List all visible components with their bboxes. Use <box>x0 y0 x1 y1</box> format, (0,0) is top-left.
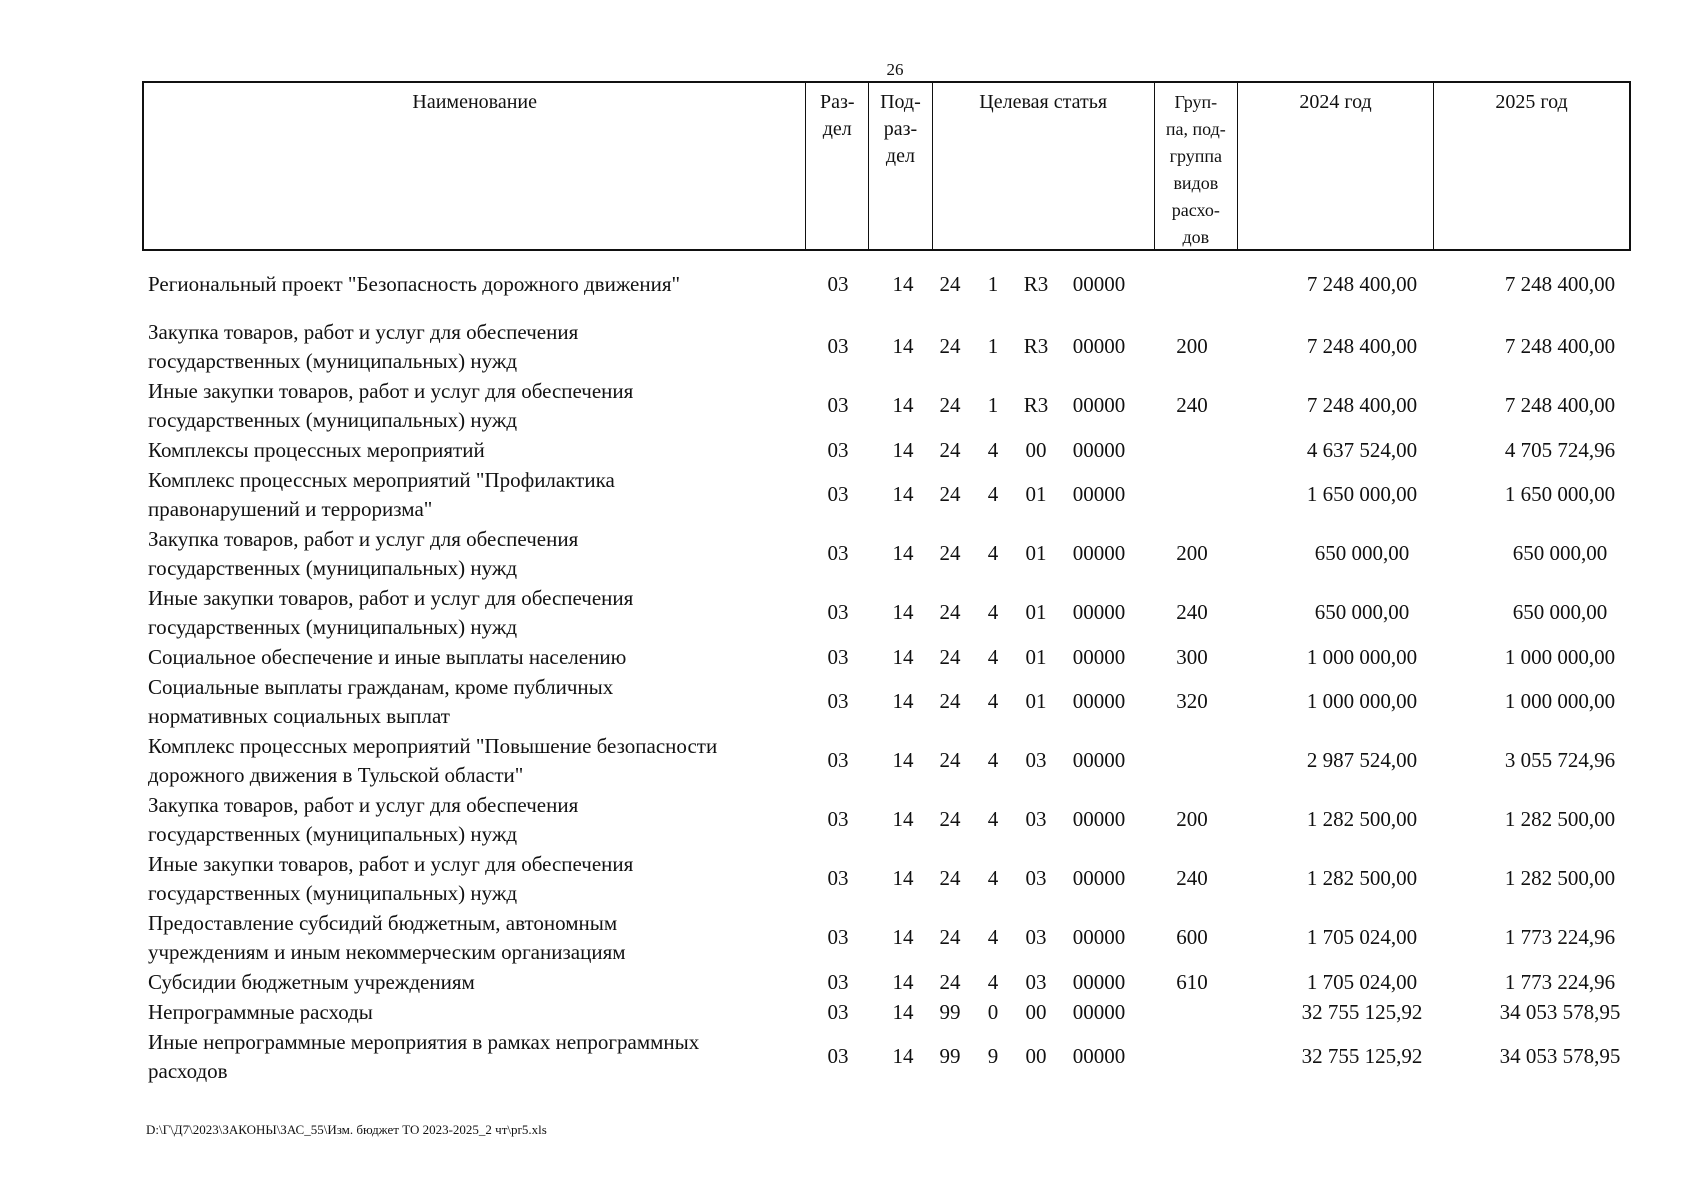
podrazdel-cell: 14 <box>892 1044 914 1068</box>
row-name-line: государственных (муниципальных) нужд <box>148 555 518 580</box>
row-name-line: Субсидии бюджетным учреждениям <box>148 969 475 994</box>
razdel-cell: 03 <box>827 482 849 506</box>
razdel-cell: 03 <box>827 271 849 296</box>
amount-2024: 1 705 024,00 <box>1306 925 1418 949</box>
target-part-2: 1 <box>987 393 999 417</box>
table-row <box>142 731 1631 790</box>
group-cell: 240 <box>1176 393 1208 417</box>
row-name-line: Комплекс процессных мероприятий "Повышение безопасности <box>148 733 718 758</box>
file-path-footer: D:\Г\Д7\2023\ЗАКОНЫ\ЗАС_55\Изм. бюджет ТО 2023-2025_2 чт\pr5.xls <box>146 1122 547 1137</box>
amount-2025: 4 705 724,96 <box>1504 437 1616 462</box>
table-row <box>142 583 1631 642</box>
row-name <box>148 270 798 299</box>
row-name-line: Комплекс процессных мероприятий "Профилактика <box>148 467 615 492</box>
target-part-2: 4 <box>987 437 999 462</box>
group-cell: 300 <box>1176 644 1208 669</box>
header-podrazdel <box>869 83 933 249</box>
amount-2025: 650 000,00 <box>1512 600 1608 624</box>
razdel-cell: 03 <box>827 925 849 949</box>
amount-2025: 1 282 500,00 <box>1504 866 1616 890</box>
row-name-line: Иные непрограммные мероприятия в рамках непрограммных <box>148 1029 700 1054</box>
target-part-4: 00000 <box>1072 866 1126 890</box>
podrazdel-cell: 14 <box>892 999 914 1024</box>
target-part-3: 03 <box>1025 925 1047 949</box>
row-name <box>148 318 798 376</box>
target-part-4: 00000 <box>1072 807 1126 831</box>
amount-2024: 1 000 000,00 <box>1306 689 1418 713</box>
target-part-4: 00000 <box>1072 541 1126 565</box>
target-part-2: 4 <box>987 969 999 994</box>
target-part-2: 4 <box>987 600 999 624</box>
target-part-2: 0 <box>987 999 999 1024</box>
table-row <box>142 908 1631 967</box>
amount-2024: 32 755 125,92 <box>1301 1044 1423 1068</box>
target-part-1: 99 <box>939 999 961 1024</box>
razdel-cell: 03 <box>827 334 849 358</box>
target-part-4: 00000 <box>1072 271 1126 296</box>
target-part-1: 24 <box>939 689 961 713</box>
header-group-line: дов <box>1182 227 1210 247</box>
row-name <box>148 998 798 1027</box>
target-part-1: 24 <box>939 541 961 565</box>
table-row <box>142 376 1631 435</box>
table-row <box>142 997 1631 1027</box>
target-part-4: 00000 <box>1072 437 1126 462</box>
amount-2025: 7 248 400,00 <box>1504 271 1616 296</box>
row-name-line: правонарушений и терроризма" <box>148 496 433 521</box>
row-name-line: Региональный проект "Безопасность дорожного движения" <box>148 271 681 296</box>
target-part-1: 24 <box>939 644 961 669</box>
header-group-line: Груп- <box>1174 92 1218 112</box>
amount-2024: 650 000,00 <box>1314 600 1410 624</box>
row-name <box>148 1028 798 1086</box>
amount-2024: 7 248 400,00 <box>1306 334 1418 358</box>
razdel-cell: 03 <box>827 644 849 669</box>
target-part-1: 24 <box>939 482 961 506</box>
target-part-3: 03 <box>1025 969 1047 994</box>
target-part-1: 99 <box>939 1044 961 1068</box>
group-cell: 200 <box>1176 541 1208 565</box>
razdel-cell: 03 <box>827 1044 849 1068</box>
table-header <box>142 81 1631 251</box>
target-part-3: 00 <box>1025 437 1047 462</box>
header-year-2025: 2025 год <box>1495 91 1568 113</box>
podrazdel-cell: 14 <box>892 644 914 669</box>
row-name <box>148 850 798 908</box>
row-name <box>148 791 798 849</box>
row-name-line: Закупка товаров, работ и услуг для обеспечения <box>148 792 579 817</box>
podrazdel-cell: 14 <box>892 969 914 994</box>
amount-2024: 1 650 000,00 <box>1306 482 1418 506</box>
target-part-2: 4 <box>987 925 999 949</box>
amount-2025: 1 282 500,00 <box>1504 807 1616 831</box>
amount-2025: 1 773 224,96 <box>1504 969 1616 994</box>
header-group <box>1155 83 1239 249</box>
podrazdel-cell: 14 <box>892 600 914 624</box>
amount-2024: 7 248 400,00 <box>1306 271 1418 296</box>
row-name <box>148 584 798 642</box>
table-row <box>142 672 1631 731</box>
header-podrazdel-line: дел <box>885 145 915 167</box>
table-row <box>142 790 1631 849</box>
row-name-line: государственных (муниципальных) нужд <box>148 614 518 639</box>
target-part-1: 24 <box>939 271 961 296</box>
target-part-4: 00000 <box>1072 748 1126 772</box>
amount-2024: 1 705 024,00 <box>1306 969 1418 994</box>
row-name-line: Иные закупки товаров, работ и услуг для обеспечения <box>148 851 634 876</box>
podrazdel-cell: 14 <box>892 541 914 565</box>
target-part-3: 01 <box>1025 689 1047 713</box>
header-group-line: расхо- <box>1171 200 1220 220</box>
target-part-3: 00 <box>1025 1044 1047 1068</box>
podrazdel-cell: 14 <box>892 437 914 462</box>
target-part-1: 24 <box>939 437 961 462</box>
target-part-3: 03 <box>1025 866 1047 890</box>
target-part-4: 00000 <box>1072 999 1126 1024</box>
amount-2024: 7 248 400,00 <box>1306 393 1418 417</box>
group-cell: 240 <box>1176 600 1208 624</box>
header-podrazdel-line: Под- <box>880 91 921 113</box>
razdel-cell: 03 <box>827 866 849 890</box>
header-razdel-line: дел <box>822 118 852 140</box>
row-name <box>148 732 798 790</box>
razdel-cell: 03 <box>827 437 849 462</box>
row-name <box>148 436 798 465</box>
header-razdel-line: Раз- <box>819 91 855 113</box>
target-part-4: 00000 <box>1072 689 1126 713</box>
target-part-2: 4 <box>987 866 999 890</box>
row-name <box>148 968 798 997</box>
target-part-1: 24 <box>939 393 961 417</box>
row-name-line: Иные закупки товаров, работ и услуг для обеспечения <box>148 378 634 403</box>
podrazdel-cell: 14 <box>892 393 914 417</box>
row-name-line: Закупка товаров, работ и услуг для обеспечения <box>148 319 579 344</box>
group-cell: 200 <box>1176 807 1208 831</box>
target-part-2: 9 <box>987 1044 999 1068</box>
row-name <box>148 673 798 731</box>
row-name-line: государственных (муниципальных) нужд <box>148 348 518 373</box>
target-part-4: 00000 <box>1072 600 1126 624</box>
target-part-2: 4 <box>987 541 999 565</box>
target-part-3: 01 <box>1025 541 1047 565</box>
row-name-line: Комплексы процессных мероприятий <box>148 437 485 462</box>
row-name-line: Закупка товаров, работ и услуг для обеспечения <box>148 526 579 551</box>
target-part-4: 00000 <box>1072 925 1126 949</box>
podrazdel-cell: 14 <box>892 925 914 949</box>
podrazdel-cell: 14 <box>892 482 914 506</box>
target-part-2: 4 <box>987 689 999 713</box>
target-part-2: 1 <box>987 271 999 296</box>
amount-2025: 7 248 400,00 <box>1504 393 1616 417</box>
row-name-line: Иные закупки товаров, работ и услуг для обеспечения <box>148 585 634 610</box>
amount-2025: 650 000,00 <box>1512 541 1608 565</box>
target-part-4: 00000 <box>1072 482 1126 506</box>
podrazdel-cell: 14 <box>892 271 914 296</box>
amount-2024: 1 282 500,00 <box>1306 807 1418 831</box>
table-row <box>142 642 1631 672</box>
target-part-3: R3 <box>1023 334 1049 358</box>
table-row <box>142 465 1631 524</box>
target-part-2: 4 <box>987 482 999 506</box>
header-target: Целевая статья <box>933 83 1155 249</box>
table-row <box>142 265 1631 303</box>
group-cell: 610 <box>1176 969 1208 994</box>
table-row <box>142 967 1631 997</box>
razdel-cell: 03 <box>827 999 849 1024</box>
table-row <box>142 524 1631 583</box>
amount-2025: 34 053 578,95 <box>1499 999 1621 1024</box>
table-row <box>142 1027 1631 1086</box>
header-group-line: видов <box>1173 173 1219 193</box>
target-part-1: 24 <box>939 600 961 624</box>
target-part-1: 24 <box>939 334 961 358</box>
amount-2025: 7 248 400,00 <box>1504 334 1616 358</box>
target-part-3: R3 <box>1023 271 1049 296</box>
razdel-cell: 03 <box>827 969 849 994</box>
row-name-line: дорожного движения в Тульской области" <box>148 762 524 787</box>
target-part-3: 01 <box>1025 644 1047 669</box>
razdel-cell: 03 <box>827 393 849 417</box>
target-part-2: 1 <box>987 334 999 358</box>
amount-2025: 3 055 724,96 <box>1504 748 1616 772</box>
table-row <box>142 317 1631 376</box>
row-name-line: учреждениям и иным некоммерческим организациям <box>148 939 626 964</box>
target-part-3: 03 <box>1025 807 1047 831</box>
target-part-2: 4 <box>987 807 999 831</box>
podrazdel-cell: 14 <box>892 689 914 713</box>
row-name <box>148 525 798 583</box>
row-name <box>148 909 798 967</box>
target-part-3: 03 <box>1025 748 1047 772</box>
row-name-line: государственных (муниципальных) нужд <box>148 821 518 846</box>
header-podrazdel-line: раз- <box>883 118 918 140</box>
group-cell: 240 <box>1176 866 1208 890</box>
amount-2025: 1 000 000,00 <box>1504 689 1616 713</box>
target-part-4: 00000 <box>1072 334 1126 358</box>
target-part-1: 24 <box>939 866 961 890</box>
target-part-3: R3 <box>1023 393 1049 417</box>
row-name <box>148 377 798 435</box>
target-part-3: 01 <box>1025 600 1047 624</box>
podrazdel-cell: 14 <box>892 334 914 358</box>
target-part-3: 01 <box>1025 482 1047 506</box>
target-part-1: 24 <box>939 807 961 831</box>
razdel-cell: 03 <box>827 600 849 624</box>
target-part-3: 00 <box>1025 999 1047 1024</box>
target-part-4: 00000 <box>1072 393 1126 417</box>
amount-2024: 2 987 524,00 <box>1306 748 1418 772</box>
amount-2025: 1 000 000,00 <box>1504 644 1616 669</box>
podrazdel-cell: 14 <box>892 748 914 772</box>
amount-2025: 1 773 224,96 <box>1504 925 1616 949</box>
row-name <box>148 643 798 672</box>
header-group-line: па, под- <box>1165 119 1226 139</box>
amount-2025: 1 650 000,00 <box>1504 482 1616 506</box>
row-name <box>148 466 798 524</box>
row-name-line: Социальные выплаты гражданам, кроме публичных <box>148 674 614 699</box>
podrazdel-cell: 14 <box>892 807 914 831</box>
target-part-4: 00000 <box>1072 969 1126 994</box>
podrazdel-cell: 14 <box>892 866 914 890</box>
razdel-cell: 03 <box>827 689 849 713</box>
header-razdel <box>806 83 869 249</box>
amount-2024: 4 637 524,00 <box>1306 437 1418 462</box>
target-part-1: 24 <box>939 748 961 772</box>
razdel-cell: 03 <box>827 541 849 565</box>
row-name-line: Непрограммные расходы <box>148 999 373 1024</box>
row-name-line: государственных (муниципальных) нужд <box>148 407 518 432</box>
header-name: Наименование <box>144 83 806 249</box>
amount-2025: 34 053 578,95 <box>1499 1044 1621 1068</box>
amount-2024: 32 755 125,92 <box>1301 999 1423 1024</box>
target-part-4: 00000 <box>1072 1044 1126 1068</box>
row-name-line: расходов <box>148 1058 228 1083</box>
target-part-2: 4 <box>987 644 999 669</box>
target-part-1: 24 <box>939 925 961 949</box>
header-year-2024: 2024 год <box>1238 83 1434 249</box>
target-part-1: 24 <box>939 969 961 994</box>
group-cell: 600 <box>1176 925 1208 949</box>
target-part-2: 4 <box>987 748 999 772</box>
razdel-cell: 03 <box>827 807 849 831</box>
group-cell: 320 <box>1176 689 1208 713</box>
table-body <box>142 265 1631 1086</box>
amount-2024: 1 000 000,00 <box>1306 644 1418 669</box>
row-name-line: Социальное обеспечение и иные выплаты населению <box>148 644 627 669</box>
razdel-cell: 03 <box>827 748 849 772</box>
amount-2024: 1 282 500,00 <box>1306 866 1418 890</box>
row-name-line: нормативных социальных выплат <box>148 703 450 728</box>
target-part-4: 00000 <box>1072 644 1126 669</box>
header-group-line: группа <box>1169 146 1223 166</box>
table-row <box>142 849 1631 908</box>
row-name-line: государственных (муниципальных) нужд <box>148 880 518 905</box>
amount-2024: 650 000,00 <box>1314 541 1410 565</box>
table-row <box>142 435 1631 465</box>
page-number: 26 <box>886 60 904 79</box>
group-cell: 200 <box>1176 334 1208 358</box>
row-name-line: Предоставление субсидий бюджетным, автономным <box>148 910 618 935</box>
